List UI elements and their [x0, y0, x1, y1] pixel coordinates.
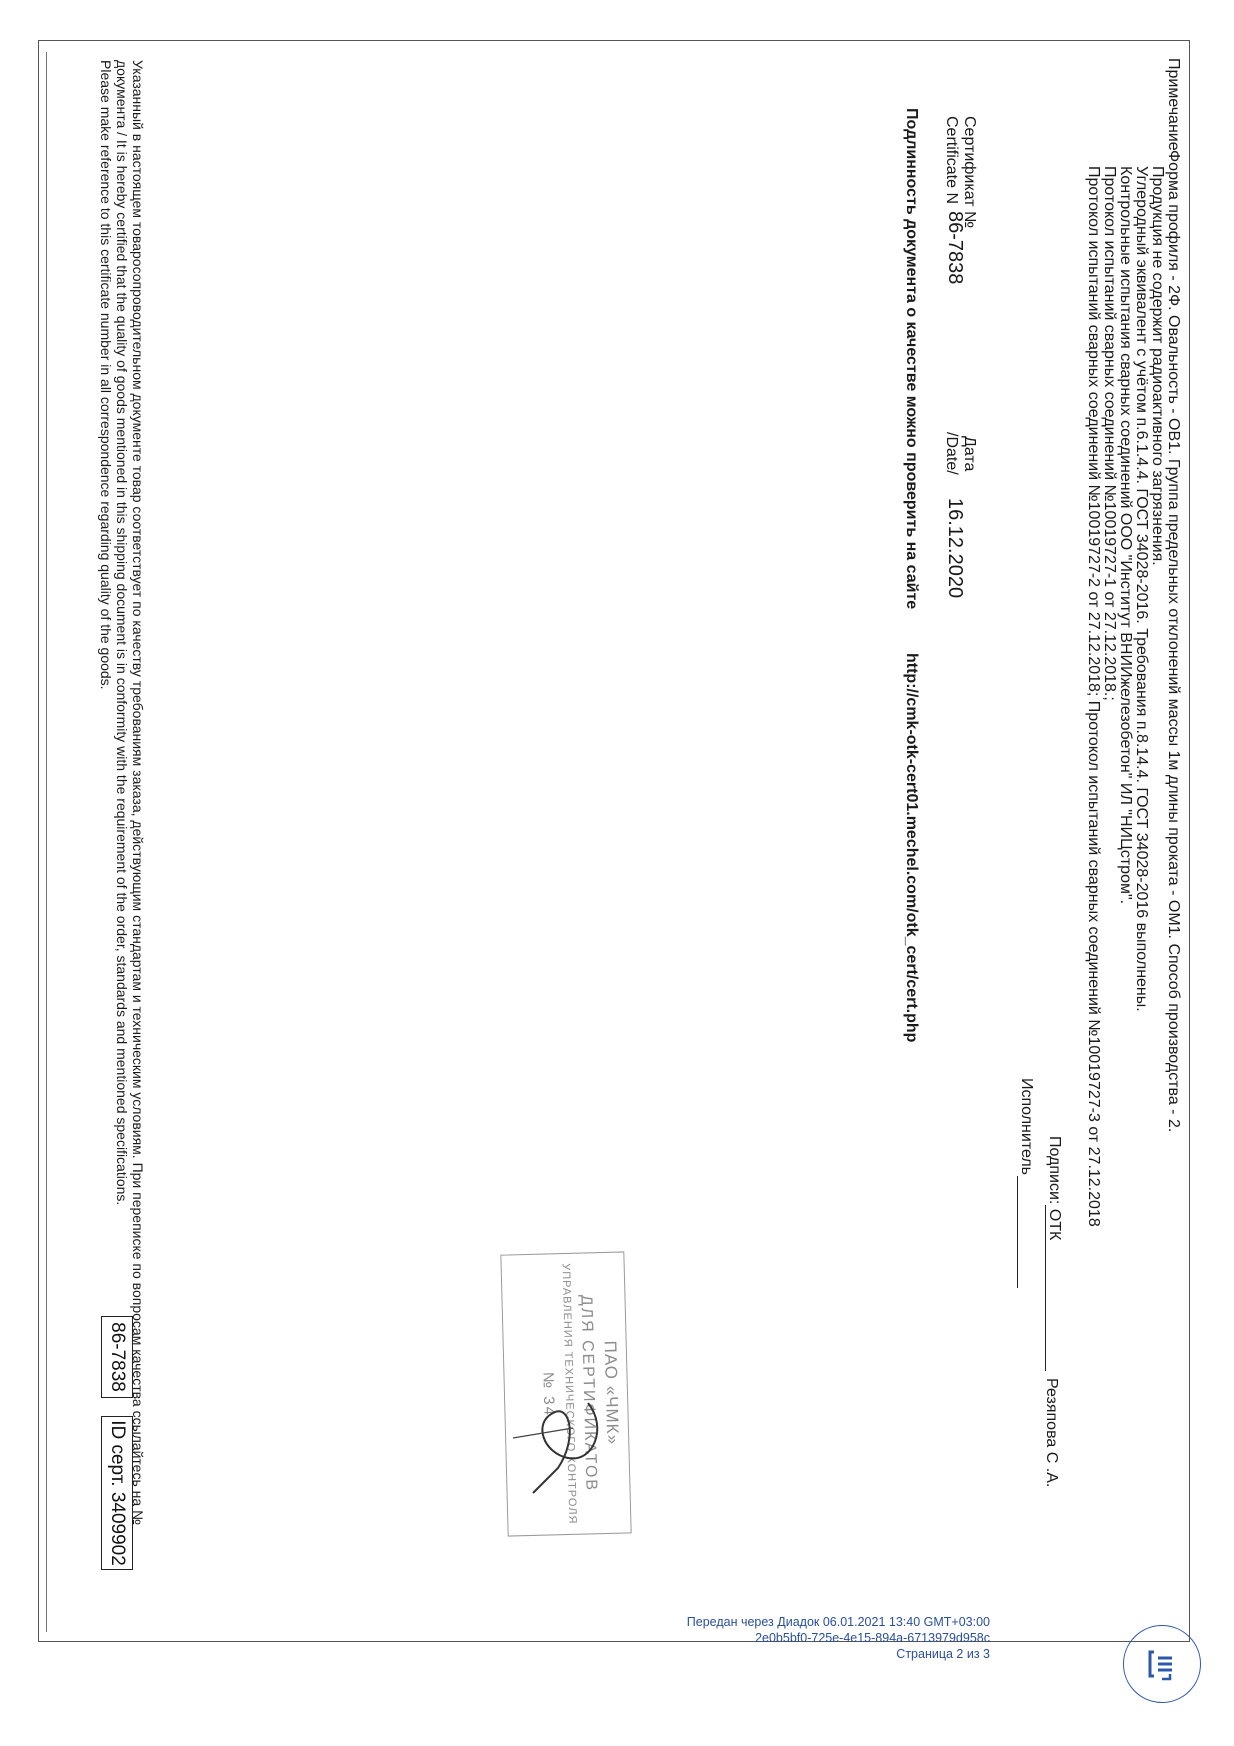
footer-line-2: документа / It is hereby certified that the quality of goods mentioned in this shipping document is in conformity with the requirement of the order, standards and mentioned specifications. [114, 60, 130, 1206]
otk-signature-line [1045, 1205, 1046, 1371]
note-line-6: Протокол испытаний сварных соединений №10019727-2 от 27.12.2018; Протокол испытаний сварных соединений №10019727-3 от 27.12.2018 [1085, 166, 1102, 1227]
note-line-3: Углеродный эквивалент с учётом п.6.1.4.4. ГОСТ 34028-2016. Требования п.8.14.4. ГОСТ 34028-2016 выполнены. [1133, 166, 1150, 1012]
rotated-document-content [43, 48, 1188, 1638]
certificate-id-box: ID серт. 3409902 [101, 1416, 133, 1570]
certificate-date: 16.12.2020 [944, 498, 966, 599]
note-label: Примечание [1165, 58, 1182, 151]
diadoc-page-number: Страница 2 из 3 [896, 1647, 990, 1661]
diadoc-transfer-info [687, 1614, 990, 1662]
certificate-label-en: Certificate N [943, 116, 960, 205]
stamp-line-1: ПАО «ЧМК» [600, 1340, 623, 1446]
note-line-2: Продукция не содержит радиоактивного загрязнения. [1149, 166, 1166, 566]
handwritten-signature [498, 1253, 628, 1533]
certificate-label: Сертификат № [961, 116, 978, 229]
note-line-4: Контрольные испытания сварных соединений ООО "Институт ВНИИжелезобетон" ИЛ "НИЦстром". [1117, 166, 1134, 905]
stamp-line-2: ДЛЯ СЕРТИФИКАТОВ [577, 1294, 600, 1493]
diadoc-logo-icon [1123, 1625, 1201, 1703]
verification-text: Подлинность документа о качестве можно проверить на сайте [903, 108, 920, 610]
footer-line-1: Указанный в настоящем товаросопроводительном документе товар соответствует по качеству требованиям заказа, действующим стандартам и техническим условиям. При переписке по вопросам качества ссылайтесь на № [130, 60, 146, 1526]
diadoc-line-1: Передан через Диадок 06.01.2021 13:40 GMT+03:00 [686, 1615, 990, 1629]
footer-line-3: Please make reference to this certificate number in all correspondence regarding quality of the goods. [98, 60, 114, 690]
stamp-line-3: УПРАВЛЕНИЯ ТЕХНИЧЕСКОГО КОНТРОЛЯ [559, 1263, 579, 1525]
date-label-en: /Date/ [943, 432, 960, 475]
certificate-number-box: 86-7838 [101, 1316, 133, 1398]
stamp-line-4: № 34 [539, 1371, 558, 1418]
note-line-1: Форма профиля - 2Ф. Овальность - ОВ1. Группа предельных отклонений массы 1м длины проката - ОМ1. Способ производства - 2. [1165, 150, 1182, 1133]
otk-signatory-name: Резяпова С .А. [1043, 1378, 1060, 1488]
executor-label: Исполнитель [1018, 1078, 1035, 1176]
note-line-5: Протокол испытаний сварных соединений №10019727-1 от 27.12.2018.; [1101, 166, 1118, 701]
certificate-number: 86-7838 [944, 211, 966, 285]
verification-url[interactable]: http://cmk-otk-cert01.mechel.com/otk_cert/cert.php [903, 653, 920, 1043]
otk-signature-label: Подписи: ОТК [1046, 1136, 1063, 1241]
date-label: Дата [961, 436, 978, 472]
executor-signature-line [1017, 1176, 1018, 1288]
diadoc-doc-id: 2e0b5bf0-725e-4e15-894a-6713979d958c [755, 1631, 990, 1645]
